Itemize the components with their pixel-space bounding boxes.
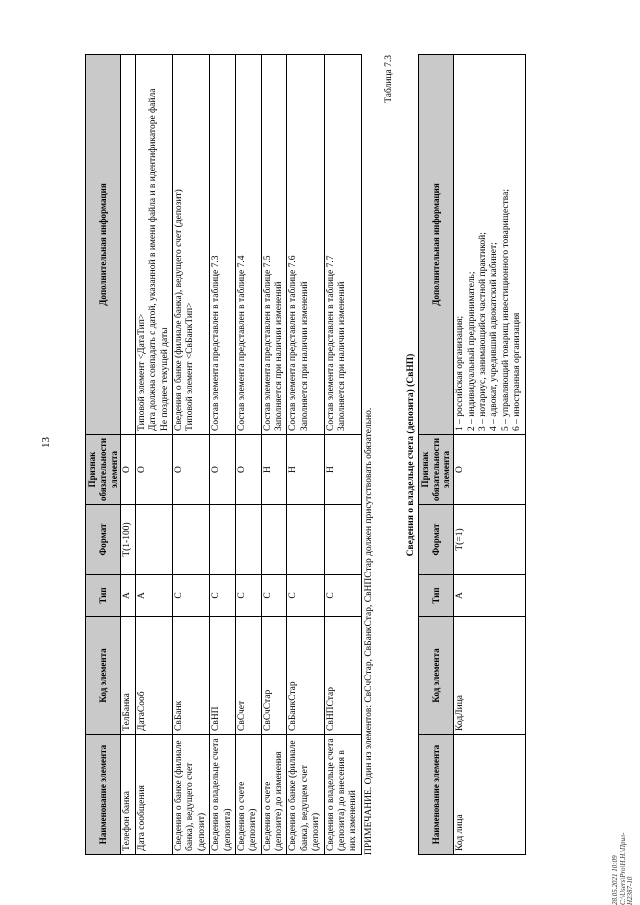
- info-line: Состав элемента представлен в таблице 7.6: [288, 255, 299, 431]
- col-header-required: Признак обязательности элемента: [418, 435, 453, 505]
- info-line: 3 – нотариус, занимающийся частной практикой;: [477, 232, 488, 431]
- cell-name: Сведения о владельце счета (депозита): [210, 735, 236, 855]
- table-elements: [85, 54, 362, 855]
- info-line: Состав элемента представлен в таблице 7.3: [211, 255, 222, 431]
- cell-info: [135, 55, 172, 435]
- cell-code: СвСчСтар: [261, 617, 287, 735]
- cell-format: T(1-100): [121, 505, 135, 575]
- cell-code: СвБанкСтар: [287, 617, 324, 735]
- cell-code: СвНП: [210, 617, 236, 735]
- table-row: [172, 55, 209, 855]
- cell-type: А: [121, 575, 135, 617]
- cell-name: Телефон банка: [121, 735, 135, 855]
- cell-req: О: [210, 435, 236, 505]
- cell-type: С: [210, 575, 236, 617]
- cell-info: [235, 55, 261, 435]
- cell-req: О: [172, 435, 209, 505]
- cell-name: Сведения о банке (филиале банка), ведущего счет (депозит): [172, 735, 209, 855]
- col-header-info: Дополнительная информация: [86, 55, 121, 435]
- cell-req: О: [454, 435, 525, 505]
- rotated-page-content: [85, 55, 625, 855]
- col-header-required: Признак обязательности элемента: [86, 435, 121, 505]
- cell-format: [324, 505, 361, 575]
- table-owner: [418, 54, 526, 855]
- cell-info: [121, 55, 135, 435]
- table-row: [454, 55, 525, 855]
- col-header-code: Код элемента: [86, 617, 121, 735]
- info-line: Заполняется при наличии изменений: [337, 281, 348, 431]
- cell-type: А: [454, 575, 525, 617]
- cell-format: [172, 505, 209, 575]
- table-row: [287, 55, 324, 855]
- cell-info: [287, 55, 324, 435]
- cell-info: [324, 55, 361, 435]
- info-line: Заполняется при наличии изменений: [274, 281, 285, 431]
- cell-req: О: [121, 435, 135, 505]
- info-line: Состав элемента представлен в таблице 7.4: [236, 255, 247, 431]
- info-line: Заполняется при наличии изменений: [299, 281, 310, 431]
- cell-req: Н: [324, 435, 361, 505]
- col-header-format: Формат: [418, 505, 453, 575]
- table-title: Сведения о владельце счета (депозита) (СвНП): [405, 353, 416, 557]
- cell-code: СвСчет: [235, 617, 261, 735]
- cell-info: [172, 55, 209, 435]
- table-row: [261, 55, 287, 855]
- col-header-format: Формат: [86, 505, 121, 575]
- cell-type: С: [287, 575, 324, 617]
- col-header-name: Наименование элемента: [86, 735, 121, 855]
- info-line: 1 – российская организация;: [455, 315, 466, 431]
- cell-type: С: [235, 575, 261, 617]
- cell-code: СвБанк: [172, 617, 209, 735]
- stamp-date: 28.05.2021 10:09: [611, 855, 619, 905]
- cell-req: Н: [261, 435, 287, 505]
- info-line: Состав элемента представлен в таблице 7.7: [325, 255, 336, 431]
- info-line: 2 – индивидуальный предприниматель;: [466, 271, 477, 431]
- cell-name: Сведения о счете (депозите): [235, 735, 261, 855]
- table-note: ПРИМЕЧАНИЕ. Один из элементов: СвСчСтар, СвБанкСтар, СвНПСтар должен присутствовать обязательно.: [363, 407, 374, 855]
- cell-format: [210, 505, 236, 575]
- file-stamp: [612, 833, 635, 905]
- info-line: 5 – управляющий товарищ инвестиционного товарищества;: [500, 188, 511, 431]
- table2-header-row: [418, 55, 453, 855]
- col-header-type: Тип: [86, 575, 121, 617]
- info-line: Типовой элемент <ДатаТип>: [136, 313, 147, 431]
- table-label: Таблица 7.3: [383, 55, 394, 103]
- cell-format: [135, 505, 172, 575]
- info-line: Типовой элемент <СвБанкТип>: [185, 302, 196, 431]
- cell-name: Сведения о банке (филиале банка), ведущем счет (депозит): [287, 735, 324, 855]
- stamp-path: C:\Users\Pro\H.H.\Прил-Н2387-10: [618, 832, 635, 905]
- info-line: Состав элемента представлен в таблице 7.5: [262, 255, 273, 431]
- col-header-name: Наименование элемента: [418, 735, 453, 855]
- cell-name: Дата сообщения: [135, 735, 172, 855]
- cell-req: Н: [287, 435, 324, 505]
- table-row: [235, 55, 261, 855]
- cell-format: [287, 505, 324, 575]
- table-row: [324, 55, 361, 855]
- cell-name: Код лица: [454, 735, 525, 855]
- cell-format: [235, 505, 261, 575]
- col-header-info: Дополнительная информация: [418, 55, 453, 435]
- info-line: 6 – иностранная организация: [512, 312, 523, 431]
- col-header-type: Тип: [418, 575, 453, 617]
- cell-type: С: [261, 575, 287, 617]
- cell-name: Сведения о счете (депозите) до изменения: [261, 735, 287, 855]
- cell-type: С: [324, 575, 361, 617]
- cell-code: ДатаСооб: [135, 617, 172, 735]
- cell-req: О: [235, 435, 261, 505]
- table-row: [121, 55, 135, 855]
- cell-type: А: [135, 575, 172, 617]
- info-line: Дата должна совпадать с датой, указанной в имени файла и в идентификаторе файла: [148, 88, 159, 431]
- table-row: [210, 55, 236, 855]
- cell-info: [210, 55, 236, 435]
- cell-info: [261, 55, 287, 435]
- cell-name: Сведения о владельце счета (депозита) до внесения в них изменений: [324, 735, 361, 855]
- cell-req: О: [135, 435, 172, 505]
- info-line: 4 – адвокат, учредивший адвокатский кабинет;: [489, 242, 500, 431]
- cell-info: [454, 55, 525, 435]
- cell-format: T(=1): [454, 505, 525, 575]
- table1-header-row: [86, 55, 121, 855]
- cell-code: КодЛица: [454, 617, 525, 735]
- col-header-code: Код элемента: [418, 617, 453, 735]
- cell-type: С: [172, 575, 209, 617]
- cell-format: [261, 505, 287, 575]
- cell-code: СвНПСтар: [324, 617, 361, 735]
- table-row: [135, 55, 172, 855]
- cell-code: ТелБанка: [121, 617, 135, 735]
- page-number: 13: [40, 437, 52, 448]
- info-line: Сведения о банке (филиале банка), ведущего счет (депозит): [173, 189, 184, 431]
- info-line: Не позднее текущей даты: [159, 327, 170, 431]
